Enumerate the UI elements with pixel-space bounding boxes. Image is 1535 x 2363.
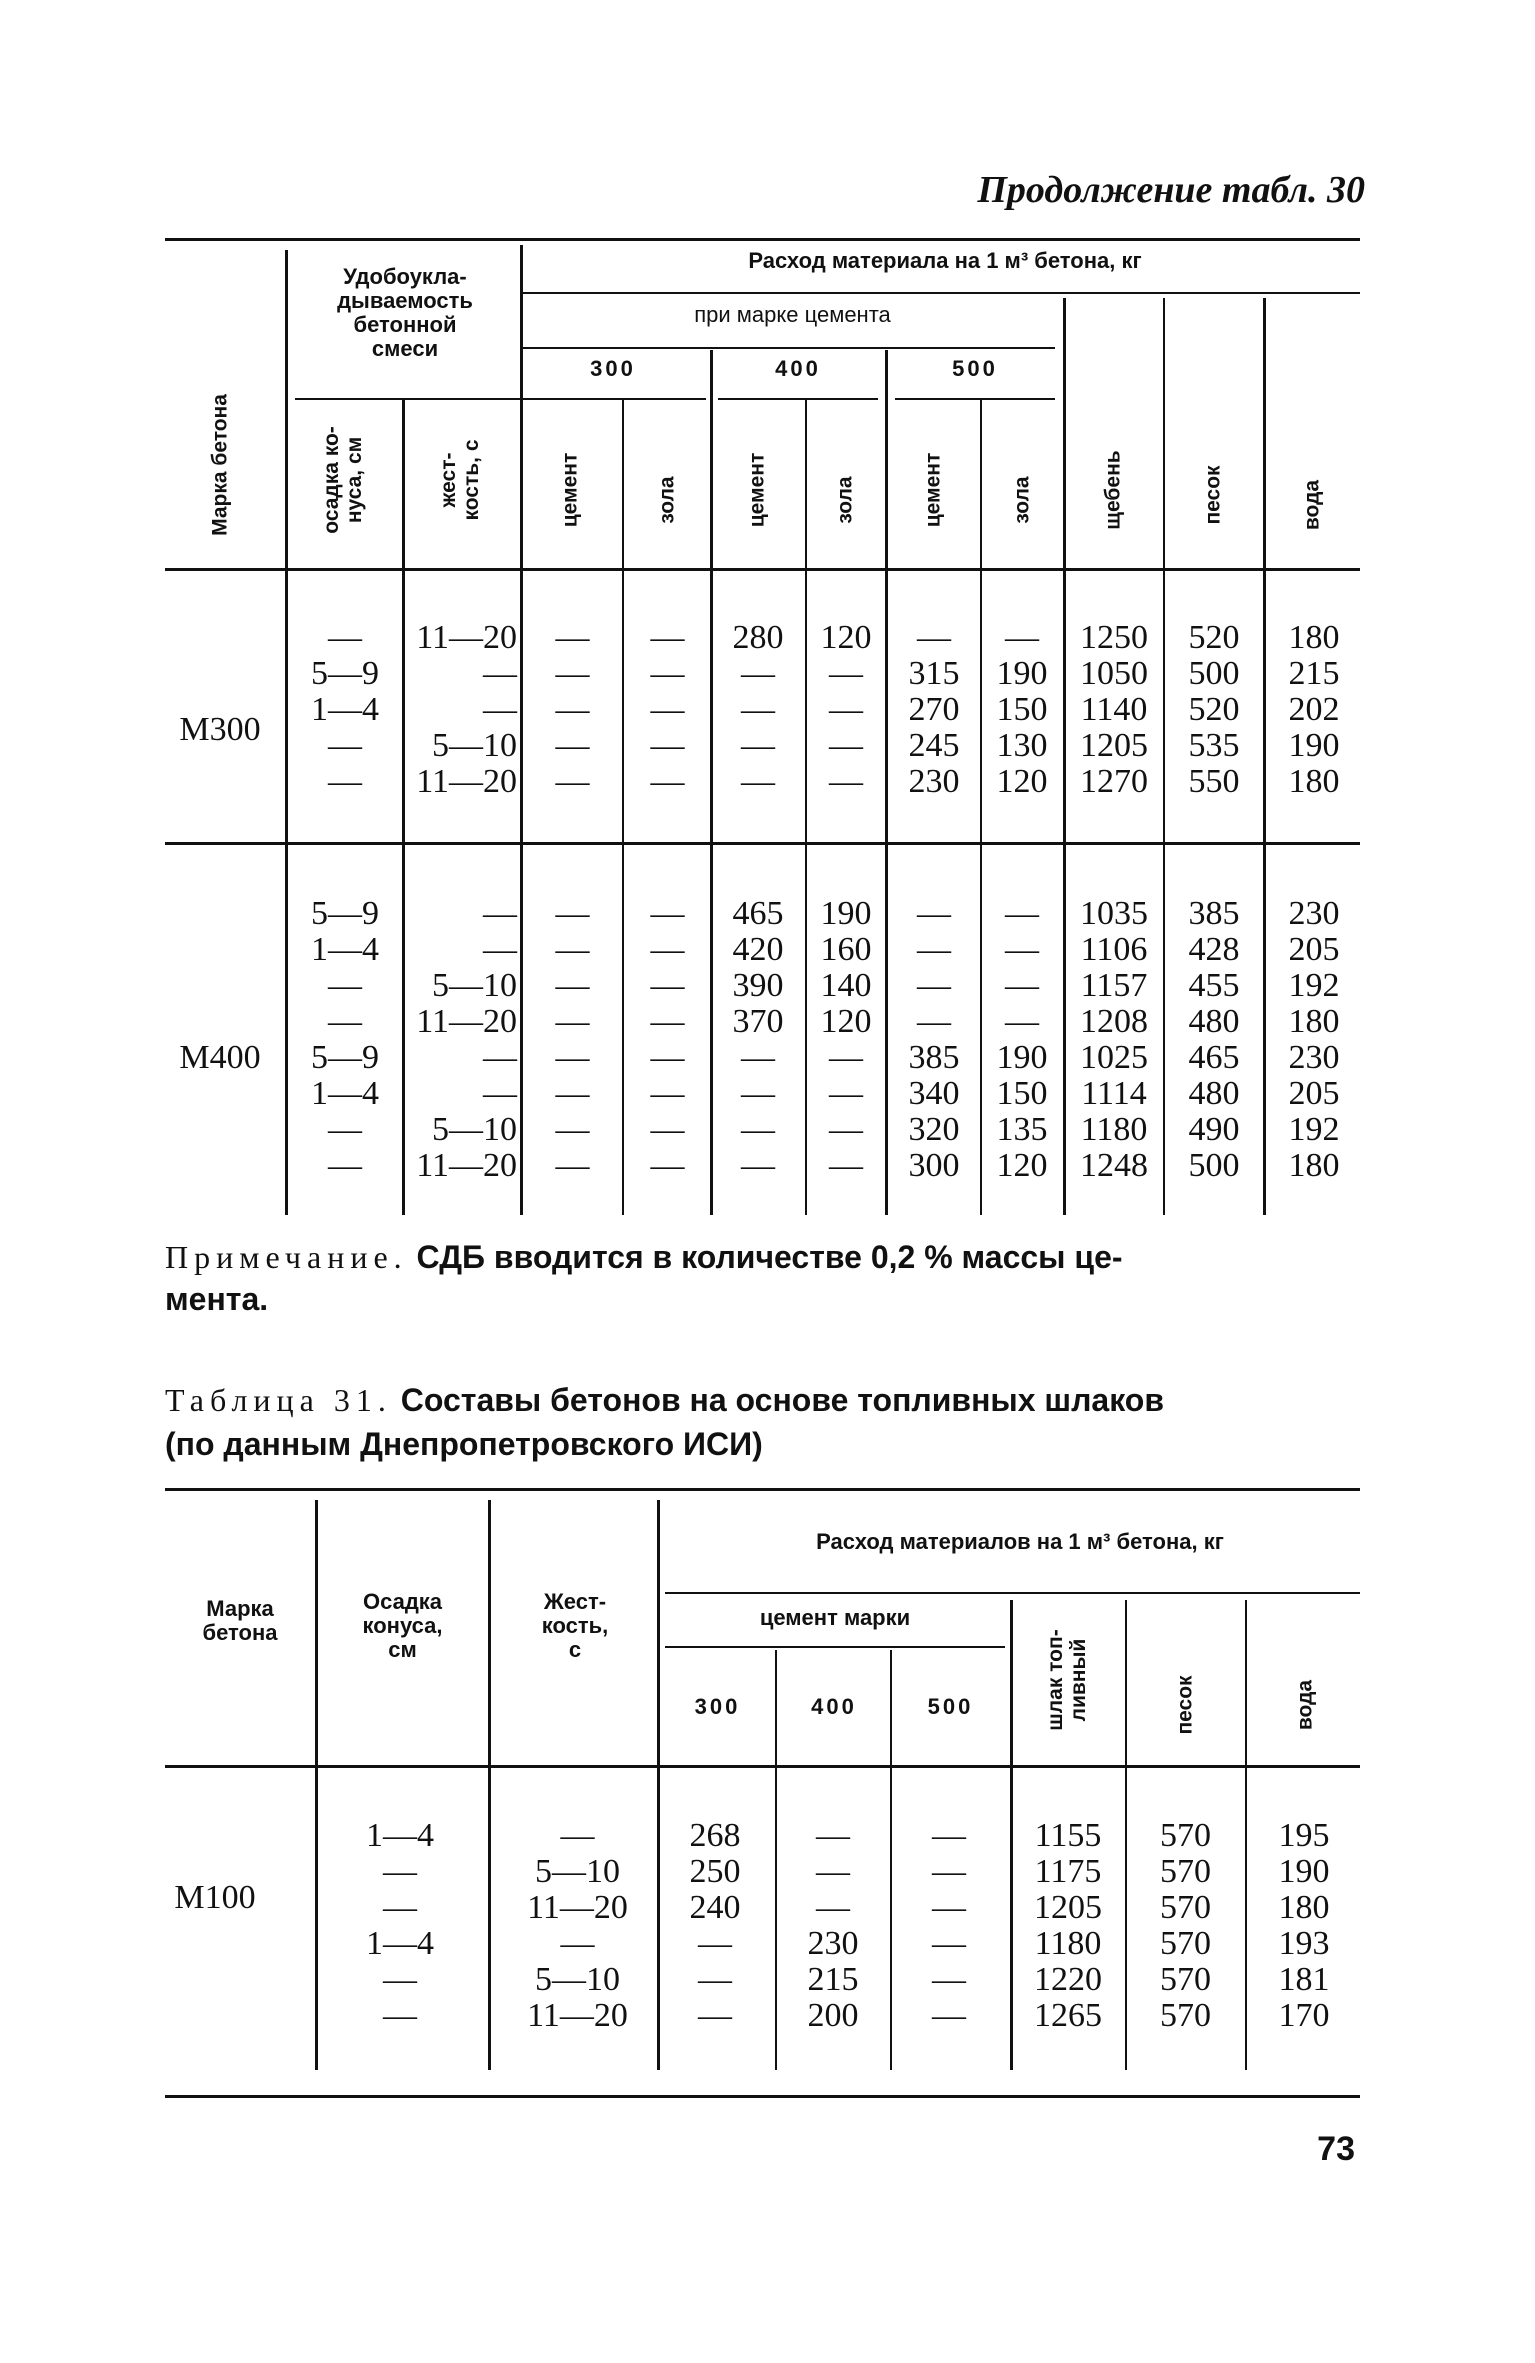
col-slump-header: Осадка конуса, см	[362, 1589, 443, 1662]
col-ash-400-header: зола	[833, 476, 857, 524]
col-cement-400-header: цемент	[745, 452, 769, 528]
cement-300-cell: — — — — — — — —	[555, 895, 590, 1184]
ash-500-cell: — — — — 190 150 135 120	[996, 895, 1048, 1184]
group-workability-header: Удобоукла- дываемость бетонной смеси	[337, 264, 473, 361]
stiffness-cell: 11—20 — — 5—10 11—20	[416, 619, 517, 800]
grade-cell: M300	[179, 711, 261, 748]
water-cell: 195 190 180 193 181 170	[1278, 1817, 1330, 2034]
stiffness-cell: — — 5—10 11—20 — — 5—10 11—20	[416, 895, 517, 1184]
cement-300-cell: — — — — —	[555, 619, 590, 800]
col-cement-300-header: цемент	[558, 452, 582, 528]
grade-cell: M400	[179, 1039, 261, 1076]
caption-text-cont: (по данным Днепропетровского ИСИ)	[165, 1426, 763, 1462]
col-sand-header: песок	[1201, 465, 1225, 525]
col-ash-500-header: зола	[1010, 476, 1034, 524]
col-water-header: вода	[1293, 1679, 1317, 1731]
cement-500-cell: — — — — 385 340 320 300	[908, 895, 960, 1184]
grade-cell: M100	[174, 1879, 256, 1916]
grade-500-header: 500	[952, 356, 998, 381]
grade-400-header: 400	[775, 356, 821, 381]
group-consumption-header: Расход материала на 1 м³ бетона, кг	[748, 248, 1142, 273]
col-cement-500-header: цемент	[921, 452, 945, 528]
slump-cell: 5—9 1—4 — — 5—9 1—4 — —	[311, 895, 379, 1184]
col-slag-header: шлак топ- ливный	[1044, 1629, 1090, 1731]
group-cement-header: цемент марки	[759, 1605, 911, 1630]
col-water-header: вода	[1300, 479, 1324, 531]
cement-500-cell: — — — — — —	[932, 1817, 966, 2034]
grade-300-header: 300	[694, 1694, 741, 1719]
note-text: СДБ вводится в количестве 0,2 % массы це-	[407, 1239, 1123, 1275]
caption-text: Составы бетонов на основе топливных шлаков	[391, 1382, 1165, 1418]
cement-400-cell: — — — 230 215 200	[807, 1817, 859, 2034]
ash-400-cell: 120 — — — —	[820, 619, 872, 800]
col-stiffness-header: Жест- кость, с	[541, 1589, 609, 1662]
page-number: 73	[1317, 2130, 1355, 2168]
ash-400-cell: 190 160 140 120 — — — —	[820, 895, 872, 1184]
grade-500-header: 500	[927, 1694, 974, 1719]
cement-400-cell: 465 420 390 370 — — — —	[732, 895, 784, 1184]
ash-300-cell: — — — — — — — —	[650, 895, 685, 1184]
sand-cell: 520 500 520 535 550	[1188, 619, 1240, 800]
ash-300-cell: — — — — —	[650, 619, 685, 800]
col-gravel-header: щебень	[1101, 450, 1125, 530]
table-30-note	[165, 1236, 1365, 1320]
col-ash-300-header: зола	[655, 476, 679, 524]
water-cell: 230 205 192 180 230 205 192 180	[1288, 895, 1340, 1184]
ash-500-cell: — 190 150 130 120	[996, 619, 1048, 800]
gravel-cell: 1035 1106 1157 1208 1025 1114 1180 1248	[1080, 895, 1148, 1184]
note-text-cont: мента.	[165, 1281, 269, 1317]
cement-500-cell: — 315 270 245 230	[908, 619, 960, 800]
col-stiffness-header: жест- кость, с	[437, 439, 483, 521]
continuation-title: Продолжение табл. 30	[977, 169, 1365, 211]
caption-label: Таблица 31.	[165, 1382, 392, 1418]
slump-cell: 1—4 — — 1—4 — —	[366, 1817, 434, 2034]
stiffness-cell: — 5—10 11—20 — 5—10 11—20	[527, 1817, 628, 2034]
col-slump-header: осадка ко- нуса, см	[320, 426, 366, 534]
water-cell: 180 215 202 190 180	[1288, 619, 1340, 800]
group-consumption-header: Расход материалов на 1 м³ бетона, кг	[816, 1529, 1224, 1554]
cement-300-cell: 268 250 240 — — —	[689, 1817, 741, 2034]
sand-cell: 570 570 570 570 570 570	[1160, 1817, 1211, 2034]
slag-cell: 1155 1175 1205 1180 1220 1265	[1034, 1817, 1102, 2034]
grade-400-header: 400	[811, 1694, 857, 1719]
note-label: Примечание.	[165, 1239, 408, 1275]
col-grade-header: Марка бетона	[202, 1596, 278, 1645]
gravel-cell: 1250 1050 1140 1205 1270	[1080, 619, 1148, 800]
col-grade-header: Марка бетона	[208, 394, 232, 536]
col-sand-header: песок	[1173, 1675, 1197, 1735]
cement-400-cell: 280 — — — —	[732, 619, 784, 800]
sand-cell: 385 428 455 480 465 480 490 500	[1188, 895, 1240, 1184]
table-31-caption	[165, 1378, 1365, 1466]
slump-cell: — 5—9 1—4 — —	[311, 619, 379, 800]
group-cement-grade-header: при марке цемента	[694, 302, 891, 327]
grade-300-header: 300	[590, 356, 636, 381]
